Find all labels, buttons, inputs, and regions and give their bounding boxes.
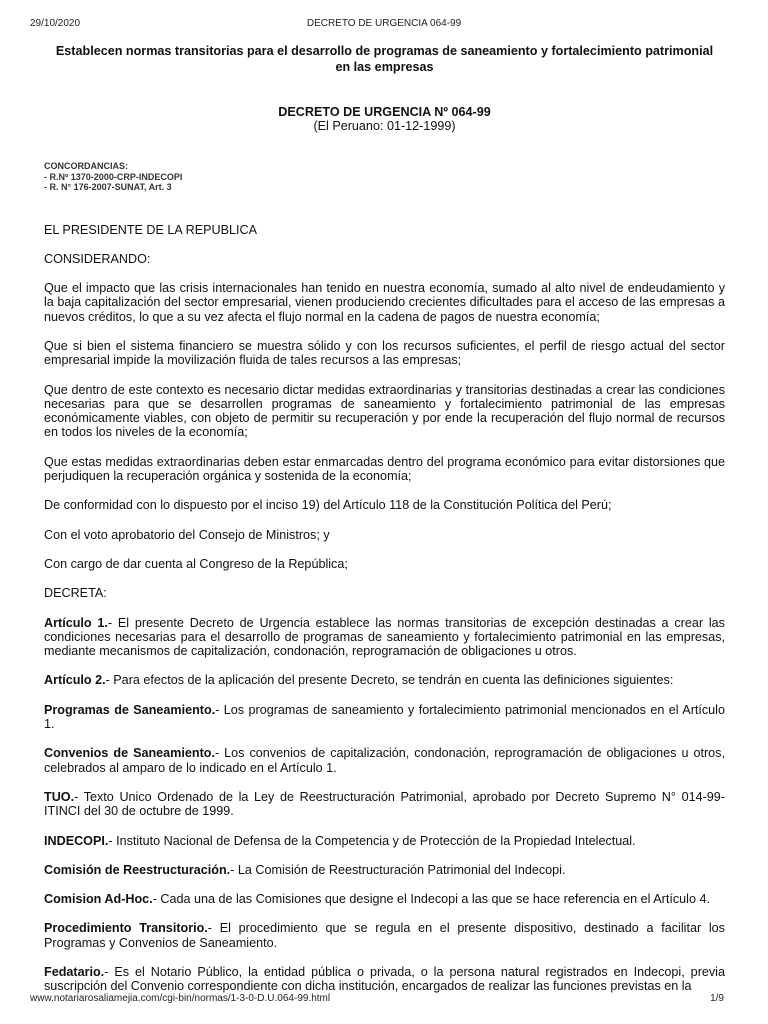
definition-text: - La Comisión de Reestructuración Patrimonial del Indecopi. (230, 862, 566, 877)
source-url: www.notariarosaliamejia.com/cgi-bin/normas/1-3-0-D.U.064-99.html (30, 993, 331, 1004)
print-title: DECRETO DE URGENCIA 064-99 (306, 18, 462, 29)
document-title: Establecen normas transitorias para el desarrollo de programas de saneamiento y fortalecimiento patrimonial en las empresas (55, 44, 714, 74)
definition-term: Comision Ad-Hoc. (44, 892, 153, 907)
considerando-paragraph: Que si bien el sistema financiero se muestra sólido y con los recursos suficientes, el perfil de riesgo actual del sector empresarial impide la movilización fluida de tales recursos a las empresas; (44, 338, 725, 368)
print-header (30, 18, 738, 32)
concordancias (44, 161, 725, 193)
article-2 (44, 673, 725, 687)
definition-term: Programas de Saneamiento. (44, 702, 216, 717)
president-line: EL PRESIDENTE DE LA REPUBLICA (44, 222, 257, 237)
article-term: Artículo 2. (44, 673, 106, 688)
considerando-label: CONSIDERANDO: (44, 251, 151, 266)
considerando-paragraph: Que estas medidas extraordinarias deben estar enmarcadas dentro del programa económico para evitar distorsiones que perjudiquen la recuperación orgánica y sostenida de la economía; (44, 454, 725, 484)
considerando-paragraph: Que dentro de este contexto es necesario dictar medidas extraordinarias y transitorias destinadas a crear las condiciones necesarias para que se desarrollen programas de saneamiento y fortalecimiento patrimonial de las empresas económicamente viables, con objeto de permitir su recuperación y por ende la recuperación del flujo normal de recursos en todos los niveles de la economía; (44, 382, 725, 440)
article-text: - El presente Decreto de Urgencia establece las normas transitorias de excepción destinadas a crear las condiciones necesarias para el desarrollo de programas de saneamiento y fortalecimiento patrimonial en las empresas, mediante mecanismos de capitalización, condonación, reprogramación de obligaciones u otros. (44, 615, 725, 659)
concordancia-item: - R.Nº 1370-2000-CRP-INDECOPI (44, 171, 183, 182)
definition-text: - Es el Notario Público, la entidad pública o privada, o la persona natural registrados en Indecopi, previa suscripción del Convenio correspondiente con dicha institución, encargados de realizar las funciones previstas en la (44, 965, 725, 993)
legal-basis-paragraph: Con cargo de dar cuenta al Congreso de la República; (44, 556, 348, 571)
definition-procedimiento (44, 921, 725, 950)
legal-basis-paragraph: Con el voto aprobatorio del Consejo de Ministros; y (44, 527, 330, 542)
definition-comision-ad-hoc (44, 892, 725, 906)
definition-term: INDECOPI. (44, 833, 109, 848)
print-date: 29/10/2020 (30, 18, 81, 29)
definition-text: - Los convenios de capitalización, condonación, reprogramación de obligaciones u otros, celebrados al amparo de lo indicado en el Artículo 1. (44, 746, 725, 775)
definition-term: Procedimiento Transitorio. (44, 921, 208, 936)
definition-tuo (44, 790, 725, 819)
decree-source: (El Peruano: 01-12-1999) (313, 119, 456, 133)
definition-programas (44, 703, 725, 732)
definition-comision-reestructuracion (44, 863, 725, 877)
considerando-paragraph: Que el impacto que las crisis internacionales han tenido en nuestra economía, sumado al alto nivel de endeudamiento y la baja capitalización del sector empresarial, vienen produciendo crecientes dificultades para el acceso de las empresas a nuevos créditos, lo que a su vez afecta el flujo normal en la cadena de pagos de nuestra economía; (44, 281, 725, 324)
article-text: - Para efectos de la aplicación del presente Decreto, se tendrán en cuenta las definiciones siguientes: (105, 673, 674, 688)
page-number: 1/9 (710, 993, 724, 1004)
decreta-label: DECRETA: (44, 586, 107, 601)
definition-text: - Instituto Nacional de Defensa de la Competencia y de Protección de la Propiedad Intelectual. (108, 833, 636, 848)
legal-basis-paragraph: De conformidad con lo dispuesto por el inciso 19) del Artículo 118 de la Constitución Política del Perú; (44, 498, 612, 513)
definition-fedatario (44, 965, 725, 993)
definition-text: - Texto Unico Ordenado de la Ley de Reestructuración Patrimonial, aprobado por Decreto Supremo N° 014-99-ITINCI del 30 de octubre de 1999. (44, 789, 725, 819)
concordancias-label: CONCORDANCIAS: (44, 161, 128, 171)
article-1 (44, 616, 725, 659)
document-body (44, 43, 725, 993)
decree-heading: DECRETO DE URGENCIA Nº 064-99 (278, 105, 491, 119)
article-term: Artículo 1. (44, 615, 108, 630)
definition-term: Fedatario. (44, 965, 105, 979)
concordancia-item: - R. N° 176-2007-SUNAT, Art. 3 (44, 182, 172, 192)
definition-text: - Cada una de las Comisiones que designe el Indecopi a las que se hace referencia en el Artículo 4. (152, 892, 710, 907)
definition-text: - Los programas de saneamiento y fortalecimiento patrimonial mencionados en el Artículo 1. (44, 702, 725, 732)
definition-term: Comisión de Reestructuración. (44, 862, 231, 877)
definition-term: Convenios de Saneamiento. (44, 746, 215, 761)
definition-text: - El procedimiento que se regula en el presente dispositivo, destinado a facilitar los Programas y Convenios de Saneamiento. (44, 921, 725, 950)
definition-indecopi (44, 834, 725, 848)
definition-term: TUO. (44, 789, 75, 804)
definition-convenios (44, 746, 725, 775)
print-footer (30, 993, 738, 1007)
